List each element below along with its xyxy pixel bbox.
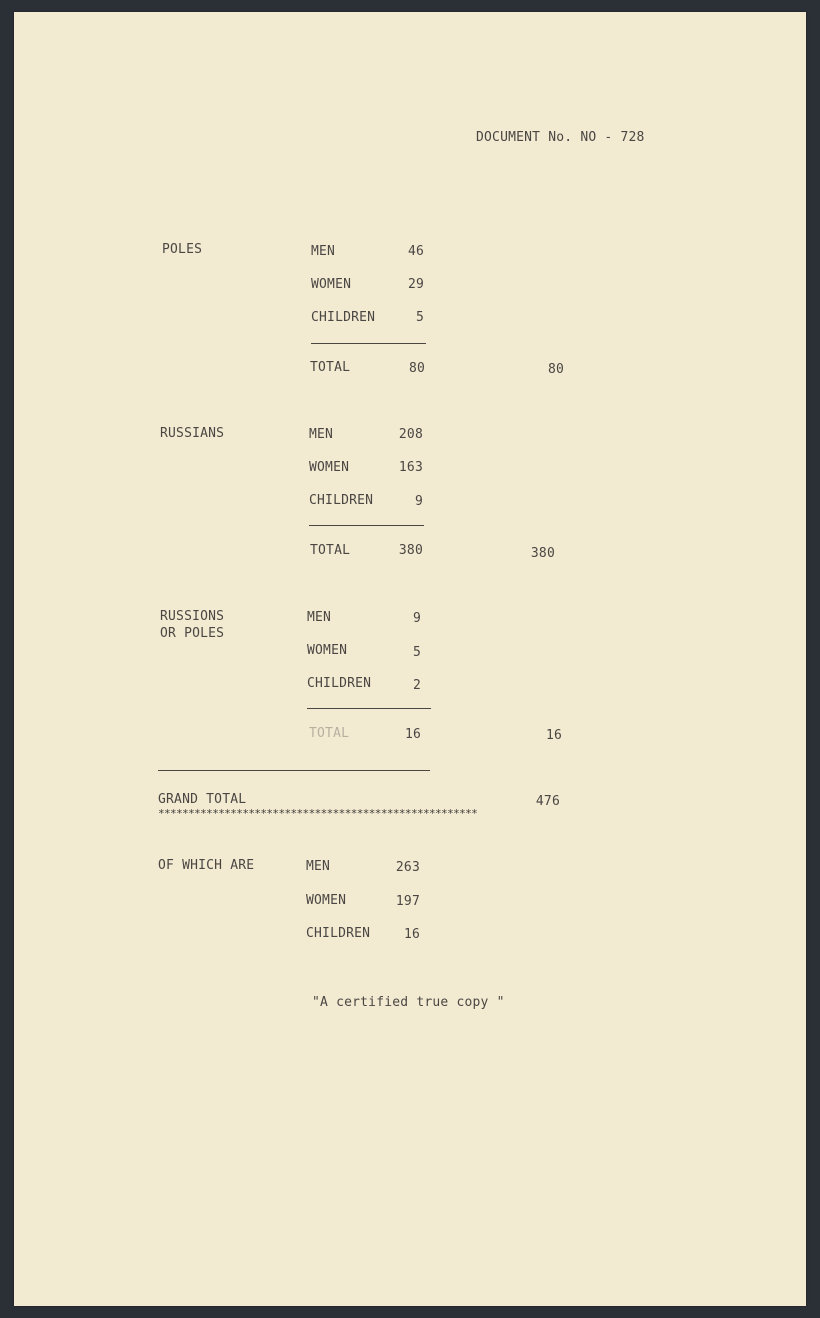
grand-total-value: 476 <box>535 794 560 809</box>
row-label: CHILDREN <box>306 926 371 941</box>
row-value: 29 <box>407 277 424 292</box>
total-label: TOTAL <box>309 726 350 741</box>
subtotal-rule <box>309 525 424 526</box>
row-value: 5 <box>412 645 421 660</box>
row-label: MEN <box>311 244 336 259</box>
group-label-poles: POLES <box>162 242 203 257</box>
carry-value: 80 <box>547 362 564 377</box>
row-label: WOMEN <box>309 460 350 475</box>
row-label: CHILDREN <box>307 676 372 691</box>
row-value: 197 <box>395 894 420 909</box>
row-value: 16 <box>403 927 420 942</box>
asterisk-rule: ***************************************************** <box>158 807 478 820</box>
row-label: MEN <box>306 859 331 874</box>
total-value: 16 <box>404 727 421 742</box>
group-label-or-poles: OR POLES <box>160 626 225 641</box>
row-value: 5 <box>415 310 424 325</box>
total-value: 380 <box>398 543 423 558</box>
row-value: 263 <box>395 860 420 875</box>
row-label: MEN <box>307 610 332 625</box>
row-value: 46 <box>407 244 424 259</box>
row-value: 208 <box>398 427 423 442</box>
carry-value: 16 <box>545 728 562 743</box>
grand-total-rule <box>158 770 430 771</box>
group-label-russians: RUSSIANS <box>160 426 225 441</box>
total-label: TOTAL <box>310 360 351 375</box>
total-value: 80 <box>408 361 425 376</box>
row-label: MEN <box>309 427 334 442</box>
row-value: 163 <box>398 460 423 475</box>
row-value: 2 <box>412 678 421 693</box>
row-label: WOMEN <box>311 277 352 292</box>
total-label: TOTAL <box>310 543 351 558</box>
grand-total-label: GRAND TOTAL <box>158 792 247 807</box>
subtotal-rule <box>307 708 431 709</box>
row-value: 9 <box>414 494 423 509</box>
row-label: CHILDREN <box>311 310 376 325</box>
document-number: DOCUMENT No. NO - 728 <box>476 130 645 145</box>
carry-value: 380 <box>530 546 555 561</box>
certification-note: "A certified true copy " <box>312 995 505 1010</box>
row-label: CHILDREN <box>309 493 374 508</box>
group-label-russions: RUSSIONS <box>160 609 225 624</box>
row-label: WOMEN <box>307 643 348 658</box>
subtotal-rule <box>311 343 426 344</box>
row-label: WOMEN <box>306 893 347 908</box>
breakdown-label: OF WHICH ARE <box>158 858 255 873</box>
row-value: 9 <box>412 611 421 626</box>
